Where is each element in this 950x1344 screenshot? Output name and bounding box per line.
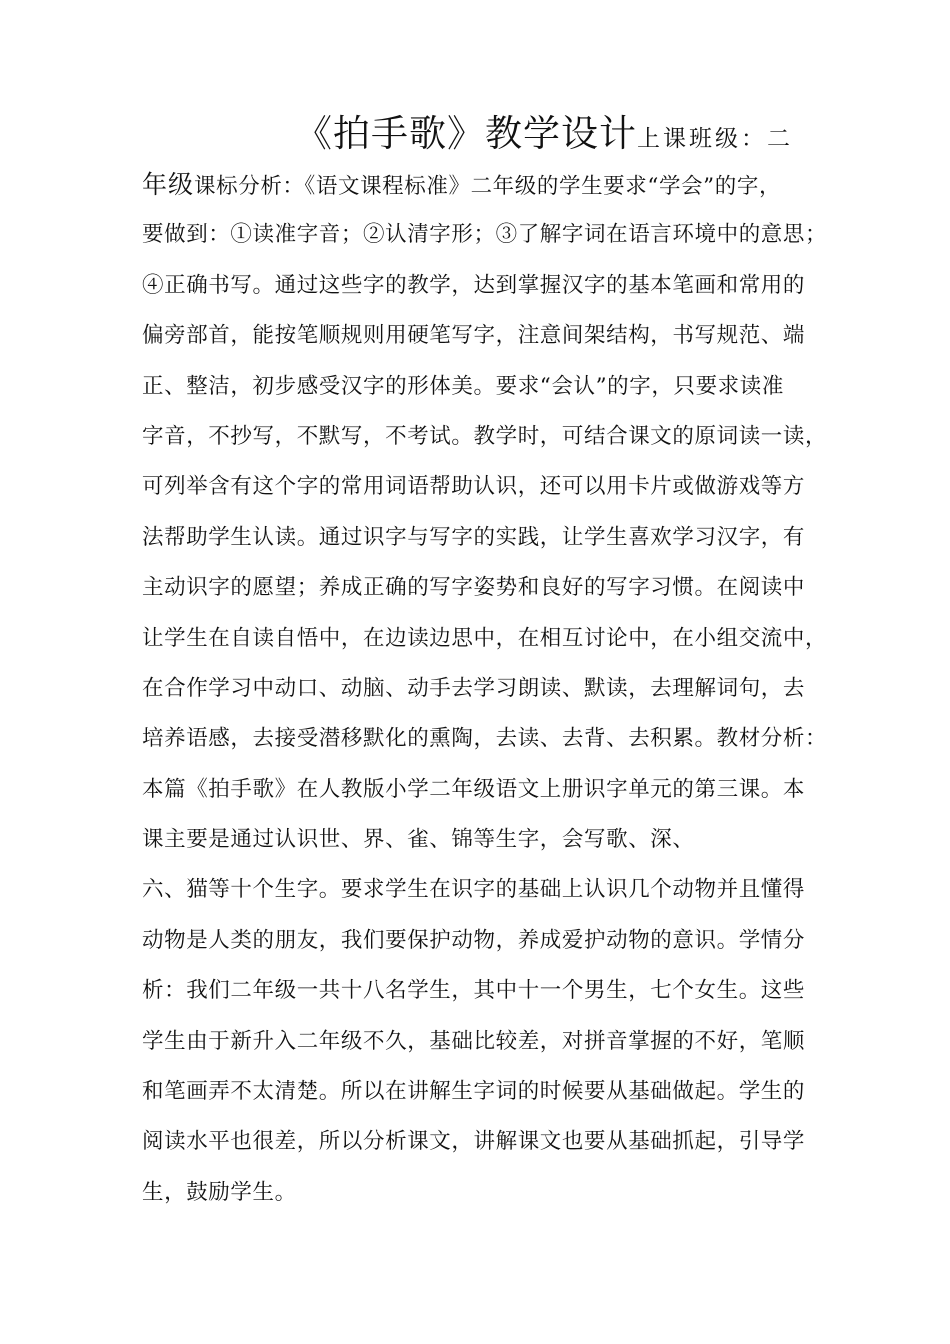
paragraph-line: 生，鼓励学生。: [142, 1179, 297, 1205]
paragraph-line: 主动识字的愿望；养成正确的写字姿势和良好的写字习惯。在阅读中: [142, 575, 806, 601]
body-text: [142, 160, 832, 1218]
paragraph-line: 本篇《拍手歌》在人教版小学二年级语文上册识字单元的第三课。本: [142, 776, 806, 802]
paragraph-line: ④正确书写。通过这些字的教学，达到掌握汉字的基本笔画和常用的: [142, 272, 806, 298]
grade-word: 年级: [142, 170, 195, 199]
paragraph-line: 字音，不抄写，不默写，不考试。教学时，可结合课文的原词读一读，: [142, 423, 828, 449]
paragraph-line: 六、猫等十个生字。要求学生在识字的基础上认识几个动物并且懂得: [142, 877, 806, 903]
title-line: [295, 103, 915, 159]
paragraph-line: 学生由于新升入二年级不久，基础比较差，对拼音掌握的不好，笔顺: [142, 1028, 806, 1054]
paragraph-line: 阅读水平也很差，所以分析课文，讲解课文也要从基础抓起，引导学: [142, 1129, 806, 1155]
paragraph-line: 和笔画弄不太清楚。所以在讲解生字词的时候要从基础做起。学生的: [142, 1079, 806, 1105]
paragraph-line: 法帮助学生认读。通过识字与写字的实践，让学生喜欢学习汉字，有: [142, 524, 806, 550]
paragraph-line: 培养语感，去接受潜移默化的熏陶，去读、去背、去积累。教材分析：: [142, 726, 828, 752]
paragraph-line: 要做到：①读准字音；②认清字形；③了解字词在语言环境中的意思；: [142, 222, 828, 248]
paragraph-line: 让学生在自读自悟中，在边读边思中，在相互讨论中，在小组交流中，: [142, 625, 828, 651]
paragraph-line: 在合作学习中动口、动脑、动手去学习朗读、默读，去理解词句，去: [142, 675, 806, 701]
paragraph-line: [142, 160, 832, 210]
paragraph-line: 课主要是通过认识世、界、雀、锦等生字，会写歌、深、: [142, 827, 695, 853]
paragraph-line: 析：我们二年级一共十八名学生，其中十一个男生，七个女生。这些: [142, 978, 806, 1004]
paragraph-line: 正、整洁，初步感受汉字的形体美。要求“会认”的字，只要求读准: [142, 373, 784, 399]
document-title: 《拍手歌》教学设计: [295, 112, 637, 155]
paragraph-line: 偏旁部首，能按笔顺规则用硬笔写字，注意间架结构，书写规范、端: [142, 323, 806, 349]
paragraph-line: 动物是人类的朋友，我们要保护动物，养成爱护动物的意识。学情分: [142, 927, 806, 953]
paragraph-line-text: 课标分析：《语文课程标准》二年级的学生要求“学会”的字，: [194, 174, 782, 199]
class-label: 上课班级：二: [637, 126, 793, 152]
paragraph-line: 可列举含有这个字的常用词语帮助认识，还可以用卡片或做游戏等方: [142, 474, 806, 500]
